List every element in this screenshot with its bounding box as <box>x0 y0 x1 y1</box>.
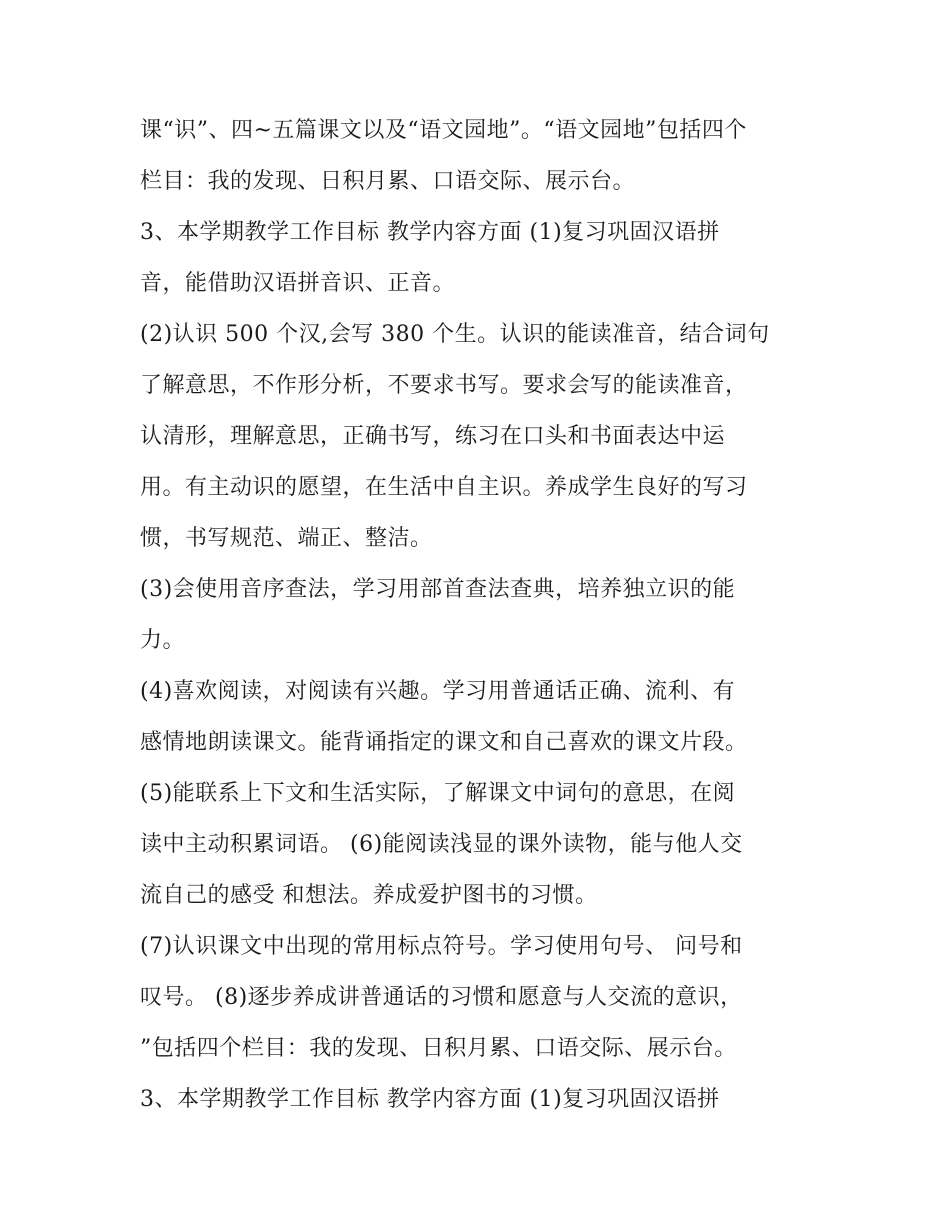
text-line: 了解意思，不作形分析，不要求书写。要求会写的能读准音， <box>140 373 748 398</box>
text-line: (4)喜欢阅读，对阅读有兴趣。学习用普通话正确、流利、有 <box>140 679 736 704</box>
text-line: 力。 <box>140 628 186 653</box>
text-line: (3)会使用音序查法，学习用部首查法查典，培养独立识的能 <box>140 577 736 602</box>
text-line: (7)认识课文中出现的常用标点符号。学习使用句号、 问号和 <box>140 934 743 959</box>
text-line: 叹号。 (8)逐步养成讲普通话的习惯和愿意与人交流的意识， <box>140 985 743 1010</box>
text-line: 课“识”、四~五篇课文以及“语文园地”。“语文园地”包括四个 <box>140 118 747 143</box>
text-line: 用。有主动识的愿望，在生活中自主识。养成学生良好的写习 <box>140 475 748 500</box>
text-line: 3、本学期教学工作目标 教学内容方面 (1)复习巩固汉语拼 <box>140 1087 720 1112</box>
document-body <box>140 105 830 1125</box>
text-line: 栏目：我的发现、日积月累、口语交际、展示台。 <box>140 169 636 194</box>
text-line: (5)能联系上下文和生活实际，了解课文中词句的意思，在阅 <box>140 781 736 806</box>
text-line: 音，能借助汉语拼音识、正音。 <box>140 271 456 296</box>
text-line: 感情地朗读课文。能背诵指定的课文和自己喜欢的课文片段。 <box>140 730 748 755</box>
text-line: 3、本学期教学工作目标 教学内容方面 (1)复习巩固汉语拼 <box>140 220 720 245</box>
text-line: 惯，书写规范、端正、整洁。 <box>140 526 433 551</box>
text-line: 流自己的感受 和想法。养成爱护图书的习惯。 <box>140 883 598 908</box>
text-line: ”包括四个栏目：我的发现、日积月累、口语交际、展示台。 <box>140 1036 737 1061</box>
text-line: (2)认识 500 个汉,会写 380 个生。认识的能读准音，结合词句 <box>140 322 770 347</box>
text-line: 读中主动积累词语。 (6)能阅读浅显的课外读物，能与他人交 <box>140 832 743 857</box>
text-line: 认清形，理解意思，正确书写，练习在口头和书面表达中运 <box>140 424 726 449</box>
